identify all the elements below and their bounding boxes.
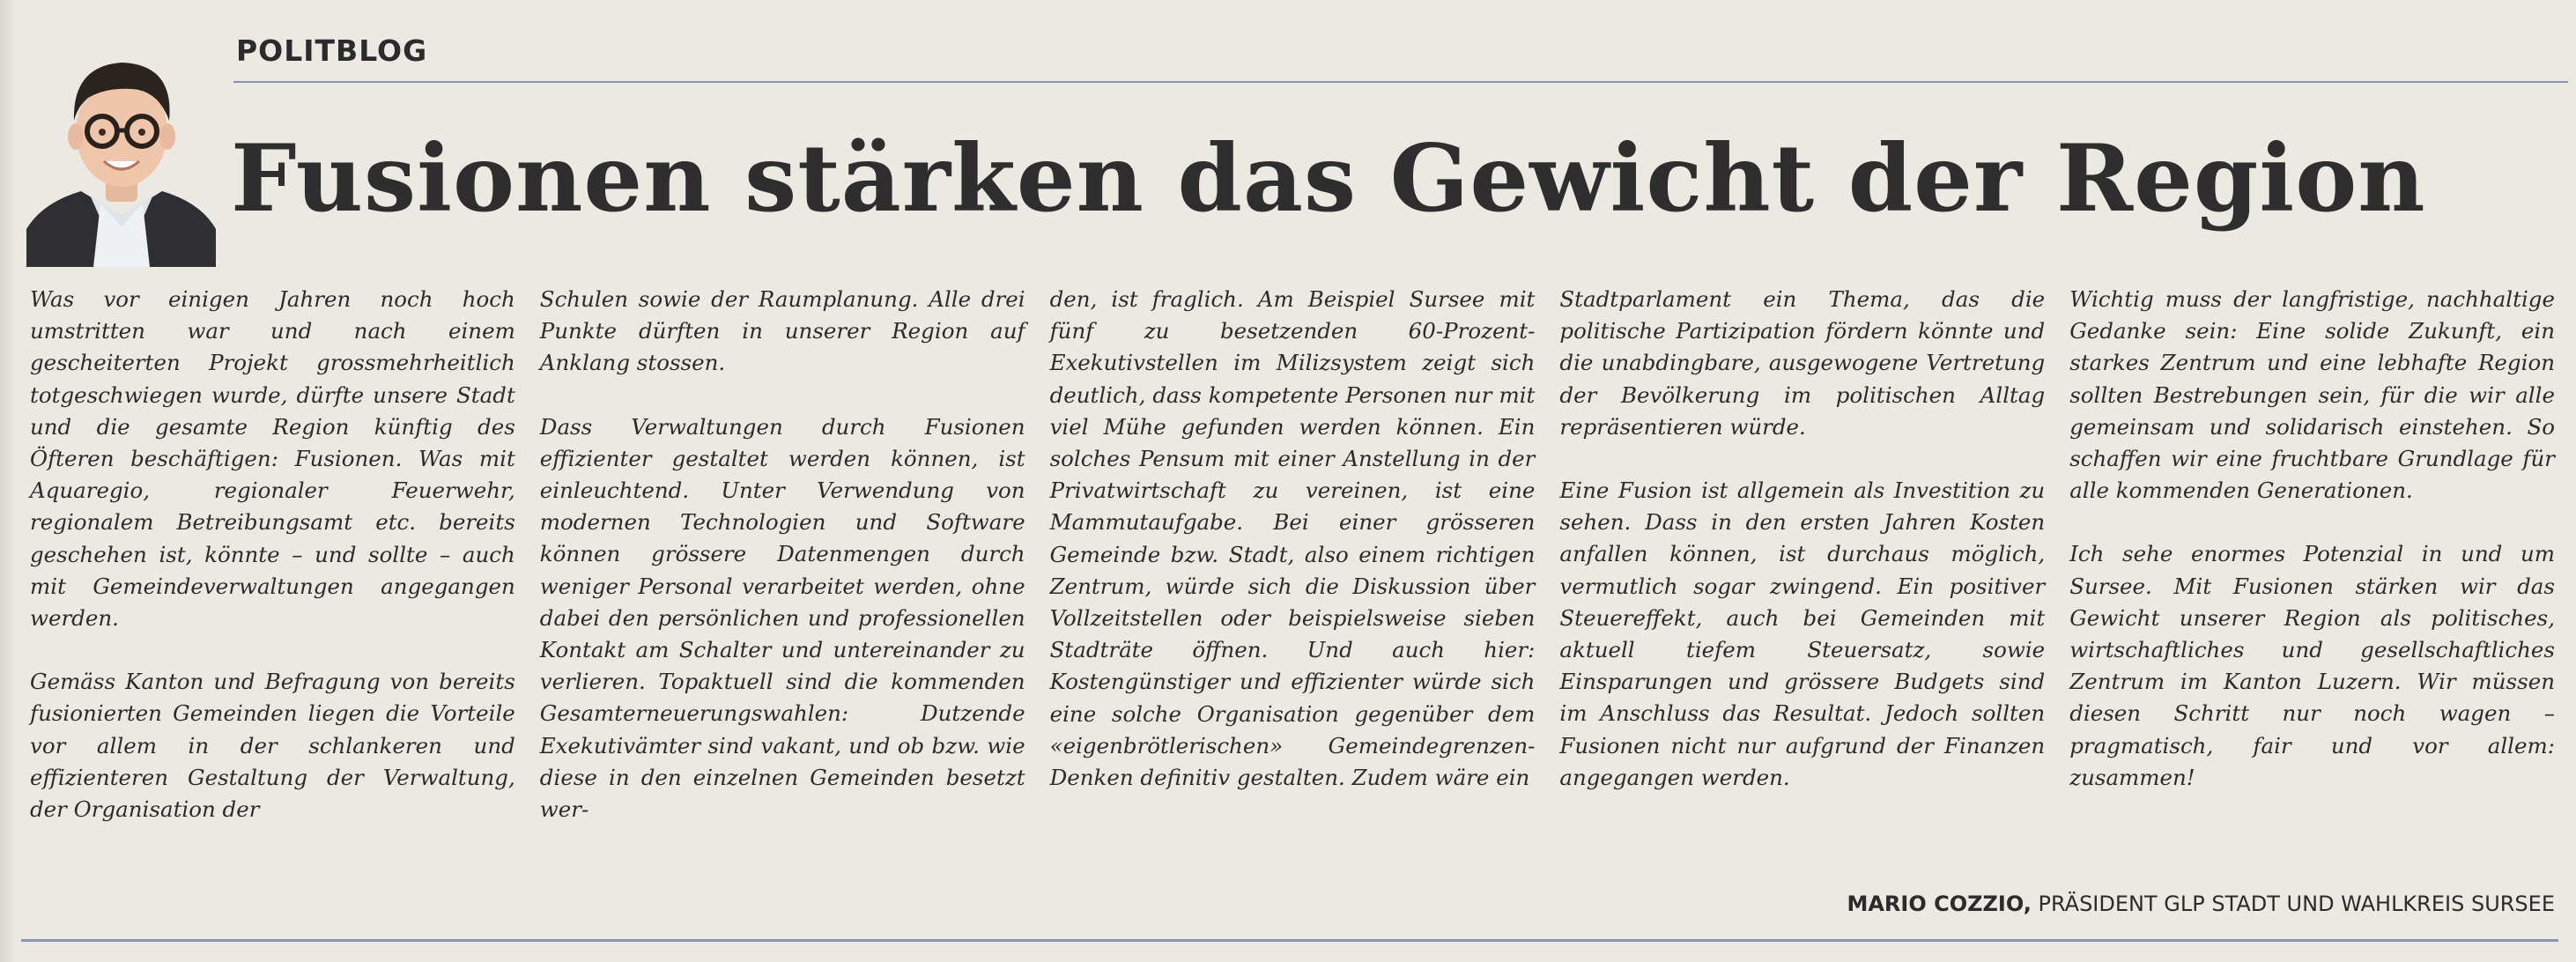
paragraph: Gemäss Kanton und Befragung von bereits fusionierten Gemeinden liegen die Vorteile vor allem in der schlankeren und effizienteren Gestaltung der Verwaltung, der Organisation der	[30, 669, 515, 823]
headline: Fusionen stärken das Gewicht der Region	[231, 123, 2426, 233]
author-name: MARIO COZZIO,	[1847, 892, 2032, 916]
bottom-rule	[21, 939, 2558, 942]
paragraph: Schulen sowie der Raumplanung. Alle drei Punkte dürften in unserer Region auf Anklang stossen.	[539, 286, 1025, 376]
top-rule	[233, 81, 2568, 83]
article-column-2	[540, 284, 1025, 865]
paragraph: Dass Verwaltungen durch Fusionen effizienter gestaltet werden können, ist einleuchtend. Unter Verwendung von modernen Technologien und Software können grössere Datenmengen durch weniger Personal verarbeitet werden, ohne dabei den persönlichen und professionellen Kontakt am Schalter und untereinander zu verlieren. Topaktuell sind die kommenden Gesamterneuerungswahlen: Dutzende Exekutivämter sind vakant, und ob bzw. wie diese in den einzelnen Gemeinden besetzt wer-	[539, 413, 1025, 823]
page-edge	[0, 0, 16, 962]
article-column-1	[30, 284, 515, 865]
article-column-3	[1050, 284, 1536, 865]
paragraph: den, ist fraglich. Am Beispiel Sursee mit fünf zu besetzenden 60-Prozent-Exekutivstellen im Milizsystem zeigt sich deutlich, dass kompetente Personen nur mit viel Mühe gefunden werden können. Ein solches Pensum mit einer Anstellung in der Privatwirtschaft zu vereinen, ist eine Mammutaufgabe. Bei einer grösseren Gemeinde bzw. Stadt, also einem richtigen Zentrum, würde sich die Diskussion über Vollzeitstellen oder beispielsweise sieben Stadträte öffnen. Und auch hier: Kostengünstiger und effizienter würde sich eine solche Organisation gegenüber dem «eigenbrötlerischen» Gemeindegrenzen-Denken definitiv gestalten. Zudem wäre ein	[1049, 286, 1536, 791]
article-body	[30, 284, 2555, 865]
author-portrait	[26, 40, 216, 267]
paragraph: Wichtig muss der langfristige, nachhaltige Gedanke sein: Eine solide Zukunft, ein starkes Zentrum und eine lebhafte Region sollten Bestrebungen sein, für die wir alle gemeinsam und solidarisch einstehen. So schaffen wir eine fruchtbare Grundlage für alle kommenden Generationen.	[2069, 286, 2555, 504]
author-byline	[1847, 892, 2555, 916]
paragraph: Eine Fusion ist allgemein als Investition zu sehen. Dass in den ersten Jahren Kosten anfallen können, ist durchaus möglich, vermutlich sogar zwingend. Ein positiver Steuereffekt, auch bei Gemeinden mit aktuell tiefem Steuersatz, sowie Einsparungen und grössere Budgets sind im Anschluss das Resultat. Jedoch sollten Fusionen nicht nur aufgrund der Finanzen angegangen werden.	[1559, 477, 2046, 790]
section-kicker: POLITBLOG	[236, 33, 428, 68]
paragraph: Ich sehe enormes Potenzial in und um Sursee. Mit Fusionen stärken wir das Gewicht unserer Region als politisches, wirtschaftliches und gesellschaftliches Zentrum im Kanton Luzern. Wir müssen diesen Schritt nur noch wagen – pragmatisch, fair und vor allem: zusammen!	[2069, 541, 2555, 790]
article-column-4	[1559, 284, 2045, 865]
author-role: PRÄSIDENT GLP STADT UND WAHLKREIS SURSEE	[2038, 892, 2555, 916]
paragraph: Stadtparlament ein Thema, das die politische Partizipation fördern könnte und die unabdingbare, ausgewogene Vertretung der Bevölkerung im politischen Alltag repräsentieren würde.	[1559, 286, 2046, 440]
article-column-5	[2069, 284, 2555, 865]
paragraph: Was vor einigen Jahren noch hoch umstritten war und nach einem gescheiterten Projekt grossmehrheitlich totgeschwiegen wurde, dürfte unsere Stadt und die gesamte Region künftig des Öfteren beschäftigen: Fusionen. Was mit Aquaregio, regionaler Feuerwehr, regionalem Betreibungsamt etc. bereits geschehen ist, könnte – und sollte – auch mit Gemeindeverwaltungen angegangen werden.	[30, 286, 515, 632]
